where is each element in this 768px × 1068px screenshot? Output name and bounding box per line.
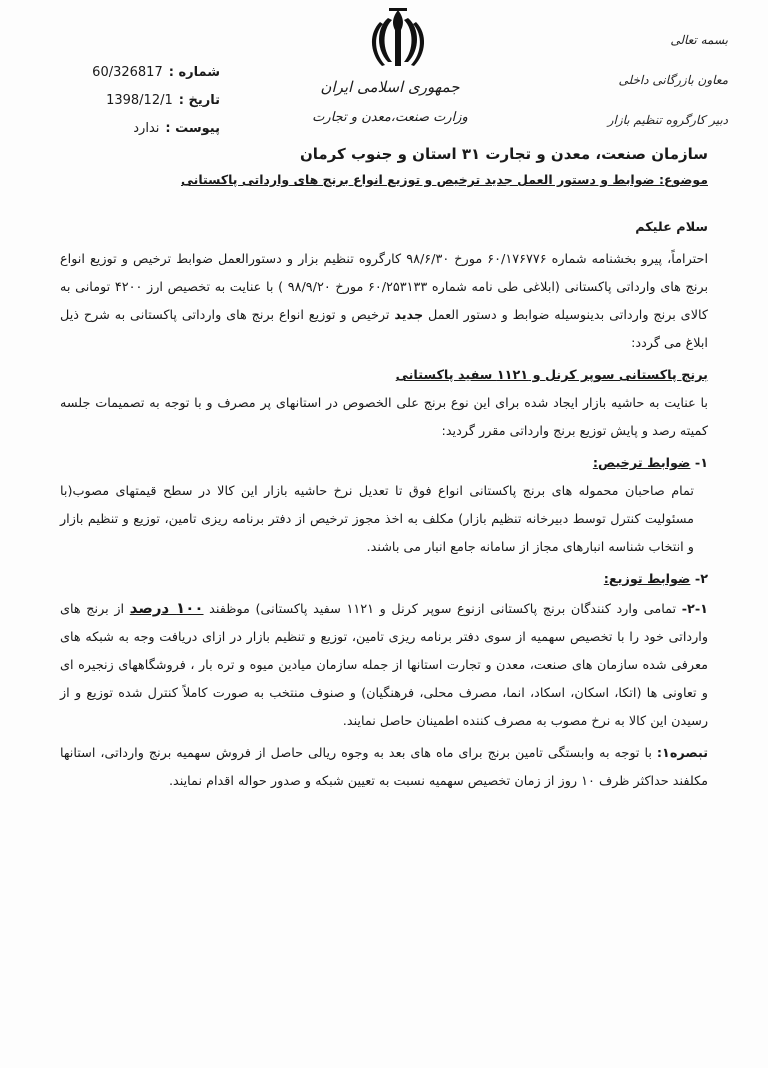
- bold-word: جدید: [394, 308, 424, 323]
- recipient-title: سازمان صنعت، معدن و تجارت ۳۱ استان و جنوب کرمان: [299, 145, 708, 163]
- note-1: [60, 740, 708, 796]
- meta-value: 60/326817: [92, 64, 163, 80]
- handwritten-line: بسمه تعالی: [670, 33, 728, 47]
- emphasis-percent: ۱۰۰ درصد: [129, 599, 204, 617]
- paragraph-context: با عنایت به حاشیه بازار ایجاد شده برای این نوع برنج علی الخصوص در استانهای پر مصرف و با توجه به تصمیمات جلسه کمیته رصد و پایش توزیع برنج وارداتی مقرر گردید:: [60, 396, 708, 439]
- letter-meta: [40, 58, 220, 142]
- clause-2-1: [60, 594, 708, 736]
- handwritten-line: دبیر کارگروه تنظیم بازار: [607, 113, 728, 127]
- paragraph-intro: [60, 246, 708, 358]
- meta-date: [40, 86, 220, 114]
- meta-attachment: [40, 114, 220, 142]
- section-number: ۲-: [694, 572, 708, 587]
- note-label: تبصره۱:: [656, 746, 709, 761]
- greeting: سلام علیکم: [635, 220, 708, 235]
- section-number: ۱-: [694, 456, 708, 471]
- section-distribution-heading: [60, 566, 708, 594]
- ministry-name: وزارت صنعت،معدن و تجارت: [312, 110, 468, 125]
- note-text: با توجه به وابستگی تامین برنج برای ماه های بعد به وجوه ریالی حاصل از فروش سهمیه برنج وارداتی، استانها مکلفند حداکثر ظرف ۱۰ روز از زمان تخصیص سهمیه نسبت به تعیین شبکه و صدور حواله اقدام نمایند.: [60, 746, 708, 789]
- handwritten-notes: [558, 20, 728, 140]
- section-clearance-heading: [60, 450, 708, 478]
- meta-label: شماره :: [168, 64, 220, 80]
- rice-heading: برنج پاکستانی سوپر کرنل و ۱۱۲۱ سفید پاکستانی: [395, 368, 708, 383]
- clause-number: ۲-۱-: [681, 602, 708, 617]
- meta-label: پیوست :: [165, 120, 220, 136]
- text: ترخیص و توزیع انواع برنج های وارداتی پاکستانی به شرح ذیل ابلاغ می گردد:: [60, 308, 708, 351]
- text: از برنج های وارداتی خود را با تخصیص سهمیه از سوی دفتر برنامه ریزی تامین، توزیع و تنظیم بازار در ازای دریافت وجه به شبکه های معرفی شده سازمان های صنعت، معدن و تجارت استانها از جمله سازمان میادین میوه و تره بار ، فروشگاههای زنجیره ای و تعاونی ها (اتکا، اسکان، اسکاد، انما، مصرف محلی، فرهنگیان) و صنوف منتخب به صورت کاملاً کنترل شده توزیع و از رسیدن این کالا به نرخ مصوب به مصرف کننده اطمینان حاصل نمایند.: [60, 602, 708, 729]
- text: تمامی وارد کنندگان برنج پاکستانی ازنوع سوپر کرنل و ۱۱۲۱ سفید پاکستانی) موظفند: [209, 602, 677, 617]
- subject-line: موضوع: ضوابط و دستور العمل جدید ترخیص و توزیع انواع برنج های وارداتی پاکستانی: [180, 172, 708, 187]
- handwritten-line: معاون بازرگانی داخلی: [618, 73, 728, 87]
- iran-emblem-icon: [362, 4, 434, 76]
- letter-body: [60, 214, 708, 796]
- meta-value: ندارد: [133, 120, 160, 136]
- letterhead: [290, 78, 490, 125]
- section-title: ضوابط ترخیص:: [592, 456, 691, 471]
- text: احتراماً، پیرو بخشنامه شماره ۶۰/۱۷۶۷۷۶ مورخ ۹۸/۶/۳۰ کارگروه تنظیم بزار و دستورالعمل ضوابط ترخیص و توزیع انواع برنج های وارداتی پاکستانی (ابلاغی طی نامه شماره ۶۰/۲۵۳۱۳۳ مورخ ۹۸/۹/۲۰ ) با عنایت به تخصیص ارز ۴۲۰۰ تومانی به کالای برنج وارداتی بدینوسیله ضوابط و دستور العمل: [60, 252, 709, 323]
- republic-name: جمهوری اسلامی ایران: [320, 78, 460, 96]
- section-title: ضوابط توزیع:: [603, 572, 691, 587]
- section-clearance-text: تمام صاحبان محموله های برنج پاکستانی انواع فوق تا تعدیل نرخ حاشیه بازار این کالا در سطح قیمتهای مصوب(با مسئولیت کنترل توسط دبیرخانه تنظیم بازار) مکلف به اخذ مجوز ترخیص از دفتر برنامه ریزی تامین، توزیع و تنظیم بازار و انتخاب شناسه انبارهای مجاز از سامانه جامع انبار می باشند.: [60, 484, 694, 555]
- meta-label: تاریخ :: [178, 92, 220, 108]
- meta-value: 1398/12/1: [106, 92, 173, 108]
- meta-number: [40, 58, 220, 86]
